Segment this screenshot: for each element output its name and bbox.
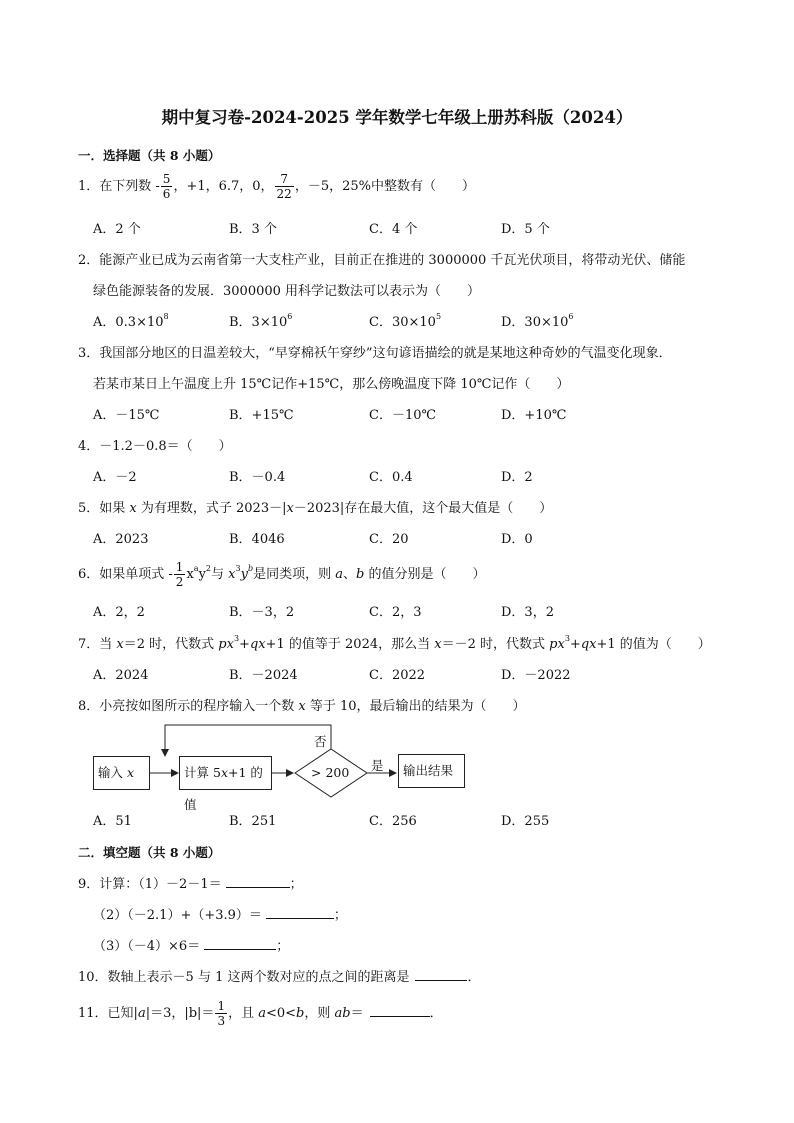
answer-blank[interactable]	[266, 906, 334, 919]
q6-text: 是同类项，则	[253, 567, 336, 582]
q9-end: ；	[276, 939, 290, 954]
q6-text: 与	[211, 567, 229, 582]
q8-option-d[interactable]: D．255	[501, 814, 550, 829]
var-x: x	[228, 567, 236, 582]
q6-text: 、	[342, 567, 356, 582]
flow-compute-box	[179, 756, 272, 812]
flow-input-box	[93, 756, 150, 790]
q7-option-a[interactable]: A．2024	[93, 668, 149, 683]
q7-text: ＝2 时，代数式	[123, 637, 219, 652]
q7-option-d[interactable]: D．－2022	[501, 668, 571, 683]
section-heading-choice: 一．选择题（共 8 小题）	[78, 148, 221, 163]
flow-condition-label: > 200	[311, 765, 350, 780]
exponent: a	[193, 564, 199, 573]
exponent: 3	[235, 564, 241, 573]
q8-text: 等于 10，最后输出的结果为（ ）	[305, 699, 526, 714]
q11-end: ．	[429, 1006, 443, 1021]
var-ab: ab	[334, 1006, 351, 1021]
q4-option-a[interactable]: A．－2	[93, 470, 137, 485]
question-2-line-2: 绿色能源装备的发展．3000000 用科学记数法可以表示为（ ）	[93, 284, 481, 299]
q7-text: +	[569, 637, 581, 652]
var-x: x	[186, 567, 194, 582]
q1-option-c[interactable]: C．4 个	[369, 222, 418, 237]
q6-text: 6．如果单项式 -	[78, 567, 173, 582]
var-x: x	[116, 637, 124, 652]
section-heading-fill: 二．填空题（共 8 小题）	[78, 845, 221, 860]
q9-end: ；	[289, 877, 303, 892]
flow-no-label: 否	[314, 734, 327, 749]
frac-denominator: 22	[276, 187, 292, 201]
var-x: x	[434, 637, 442, 652]
frac-numerator: 1	[217, 999, 226, 1013]
q11-text: <0<	[265, 1006, 297, 1021]
q1-option-a[interactable]: A．2 个	[93, 222, 141, 237]
q5-option-b[interactable]: B．4046	[229, 532, 285, 547]
q4-option-b[interactable]: B．－0.4	[229, 470, 286, 485]
var-a: a	[335, 567, 343, 582]
answer-blank[interactable]	[370, 1004, 430, 1017]
q6-option-d[interactable]: D．3，2	[501, 605, 554, 620]
fraction-7-22	[275, 172, 294, 201]
var-px: px	[549, 637, 565, 652]
question-3-line-2: 若某市某日上午温度上升 15℃记作+15℃，那么傍晚温度下降 10℃记作（ ）	[93, 377, 570, 392]
flow-compute-label: 计算 5	[184, 765, 221, 780]
q11-text: ＝	[350, 1006, 364, 1021]
q1-text-c: ，－5，25%中整数有（ ）	[294, 179, 475, 194]
q6-option-a[interactable]: A．2，2	[93, 605, 145, 620]
q11-text: ，且	[228, 1006, 259, 1021]
var-y: y	[240, 567, 248, 582]
question-8	[78, 695, 526, 714]
q11-text: |＝3，|b|＝	[145, 1006, 215, 1021]
q4-option-c[interactable]: C．0.4	[369, 470, 413, 485]
q5-text: －2023|存在最大值，这个最大值是（ ）	[293, 501, 553, 516]
q1-option-d[interactable]: D．5 个	[501, 222, 550, 237]
q9-text: （3）（－4）×6＝	[93, 939, 201, 954]
option-exponent: 5	[435, 312, 442, 321]
q8-option-a[interactable]: A．51	[93, 814, 132, 829]
option-base: A．0.3×10	[93, 315, 164, 330]
fraction-1-3	[215, 999, 227, 1028]
question-6	[78, 560, 485, 589]
var-qx: qx	[249, 637, 266, 652]
question-3-line-1: 3．我国部分地区的日温差较大，“早穿棉袄午穿纱”这句谚语描绘的就是某地这种奇妙的气温变化现象．	[78, 346, 672, 361]
question-1	[78, 172, 475, 201]
var-x: x	[286, 501, 294, 516]
fraction-5-6	[161, 172, 173, 201]
frac-denominator: 3	[217, 1014, 226, 1028]
q8-option-b[interactable]: B．251	[229, 814, 277, 829]
q9-text: （2）（－2.1）+（+3.9）＝	[93, 908, 262, 923]
answer-blank[interactable]	[204, 937, 276, 950]
answer-blank[interactable]	[415, 968, 467, 981]
q6-option-c[interactable]: C．2，3	[369, 605, 422, 620]
q2-option-a[interactable]	[93, 311, 169, 330]
q7-text: ＝－2 时，代数式	[441, 637, 550, 652]
question-9-part-1	[78, 873, 303, 892]
q10-text: 10．数轴上表示－5 与 1 这两个数对应的点之间的距离是	[78, 970, 410, 985]
q3-option-b[interactable]: B．+15℃	[229, 408, 294, 423]
q8-option-c[interactable]: C．256	[369, 814, 417, 829]
option-exponent: 6	[568, 312, 574, 321]
frac-numerator: 7	[275, 172, 294, 187]
answer-blank[interactable]	[226, 875, 290, 888]
fraction-1-2	[174, 560, 186, 589]
q4-option-d[interactable]: D．2	[501, 470, 533, 485]
var-a: a	[137, 1006, 146, 1021]
var-x: x	[126, 765, 135, 780]
exponent: b	[247, 564, 254, 573]
frac-numerator: 5	[162, 172, 171, 186]
flow-compute-label: +1 的值	[184, 765, 263, 812]
q7-text: +1 的值等于 2024，那么当	[265, 637, 435, 652]
question-10	[78, 966, 481, 985]
var-px: px	[218, 637, 234, 652]
q11-text: 11．已知|	[78, 1006, 138, 1021]
q3-option-c[interactable]: C．－10℃	[369, 408, 437, 423]
q7-option-b[interactable]: B．－2024	[229, 668, 298, 683]
question-5	[78, 497, 552, 516]
q5-option-d[interactable]: D．0	[501, 532, 533, 547]
exponent: 3	[564, 634, 570, 643]
exponent: 3	[233, 634, 240, 643]
q2-option-d[interactable]	[501, 311, 574, 330]
exponent: 2	[205, 564, 212, 573]
var-qx: qx	[580, 637, 597, 652]
option-exponent: 6	[287, 312, 293, 321]
q7-text: 7．当	[78, 637, 117, 652]
var-y: y	[198, 567, 206, 582]
q6-option-b[interactable]: B．－3，2	[229, 605, 295, 620]
option-base: B．3×10	[229, 315, 288, 330]
q7-option-c[interactable]: C．2022	[369, 668, 426, 683]
option-base: D．30×10	[501, 315, 569, 330]
frac-denominator: 6	[162, 187, 171, 201]
question-9-part-3	[93, 935, 289, 954]
q11-text: ，则	[304, 1006, 335, 1021]
question-11	[78, 999, 443, 1028]
question-9-part-2	[93, 904, 347, 923]
frac-denominator: 2	[175, 575, 184, 589]
q1-option-b[interactable]: B．3 个	[229, 222, 277, 237]
var-b: b	[296, 1006, 305, 1021]
q5-option-a[interactable]: A．2023	[93, 532, 149, 547]
q5-option-c[interactable]: C．20	[369, 532, 409, 547]
q5-text: 5．如果	[78, 501, 130, 516]
page-title: 期中复习卷-2024-2025 学年数学七年级上册苏科版（2024）	[161, 108, 633, 127]
q9-end: ；	[333, 908, 347, 923]
flow-yes-label: 是	[371, 758, 384, 773]
flow-input-label: 输入	[98, 765, 127, 780]
question-2-line-1: 2．能源产业已成为云南省第一大支柱产业，目前正在推进的 3000000 千瓦光伏项目，将带动光伏、储能	[78, 253, 686, 268]
q9-text: 9．计算：（1）－2－1＝	[78, 877, 222, 892]
flow-output-box: 输出结果	[398, 754, 465, 788]
q10-end: ．	[467, 970, 481, 985]
frac-numerator: 1	[175, 560, 184, 574]
arrow-no-loop-back	[165, 725, 331, 756]
q1-text-b: ，+1，6.7，0，	[173, 179, 274, 194]
question-7	[78, 633, 711, 652]
q3-option-d[interactable]: D．+10℃	[501, 408, 567, 423]
option-base: C．30×10	[369, 315, 436, 330]
var-b: b	[356, 567, 365, 582]
var-x: x	[129, 501, 137, 516]
q3-option-a[interactable]: A．－15℃	[93, 408, 160, 423]
q5-text: 为有理数，式子 2023－|	[136, 501, 287, 516]
question-4: 4．－1.2－0.8＝（ ）	[78, 439, 232, 454]
var-x: x	[220, 765, 228, 780]
var-a: a	[258, 1006, 266, 1021]
option-exponent: 8	[163, 312, 169, 321]
q2-option-b[interactable]	[229, 311, 292, 330]
q1-text-a: 1．在下列数 -	[78, 179, 160, 194]
q6-text: 的值分别是（ ）	[364, 567, 486, 582]
q7-text: +1 的值为（ ）	[596, 637, 711, 652]
var-x: x	[298, 699, 306, 714]
q7-text: +	[239, 637, 250, 652]
q8-text: 8．小亮按如图所示的程序输入一个数	[78, 699, 299, 714]
q2-option-c[interactable]	[369, 311, 441, 330]
